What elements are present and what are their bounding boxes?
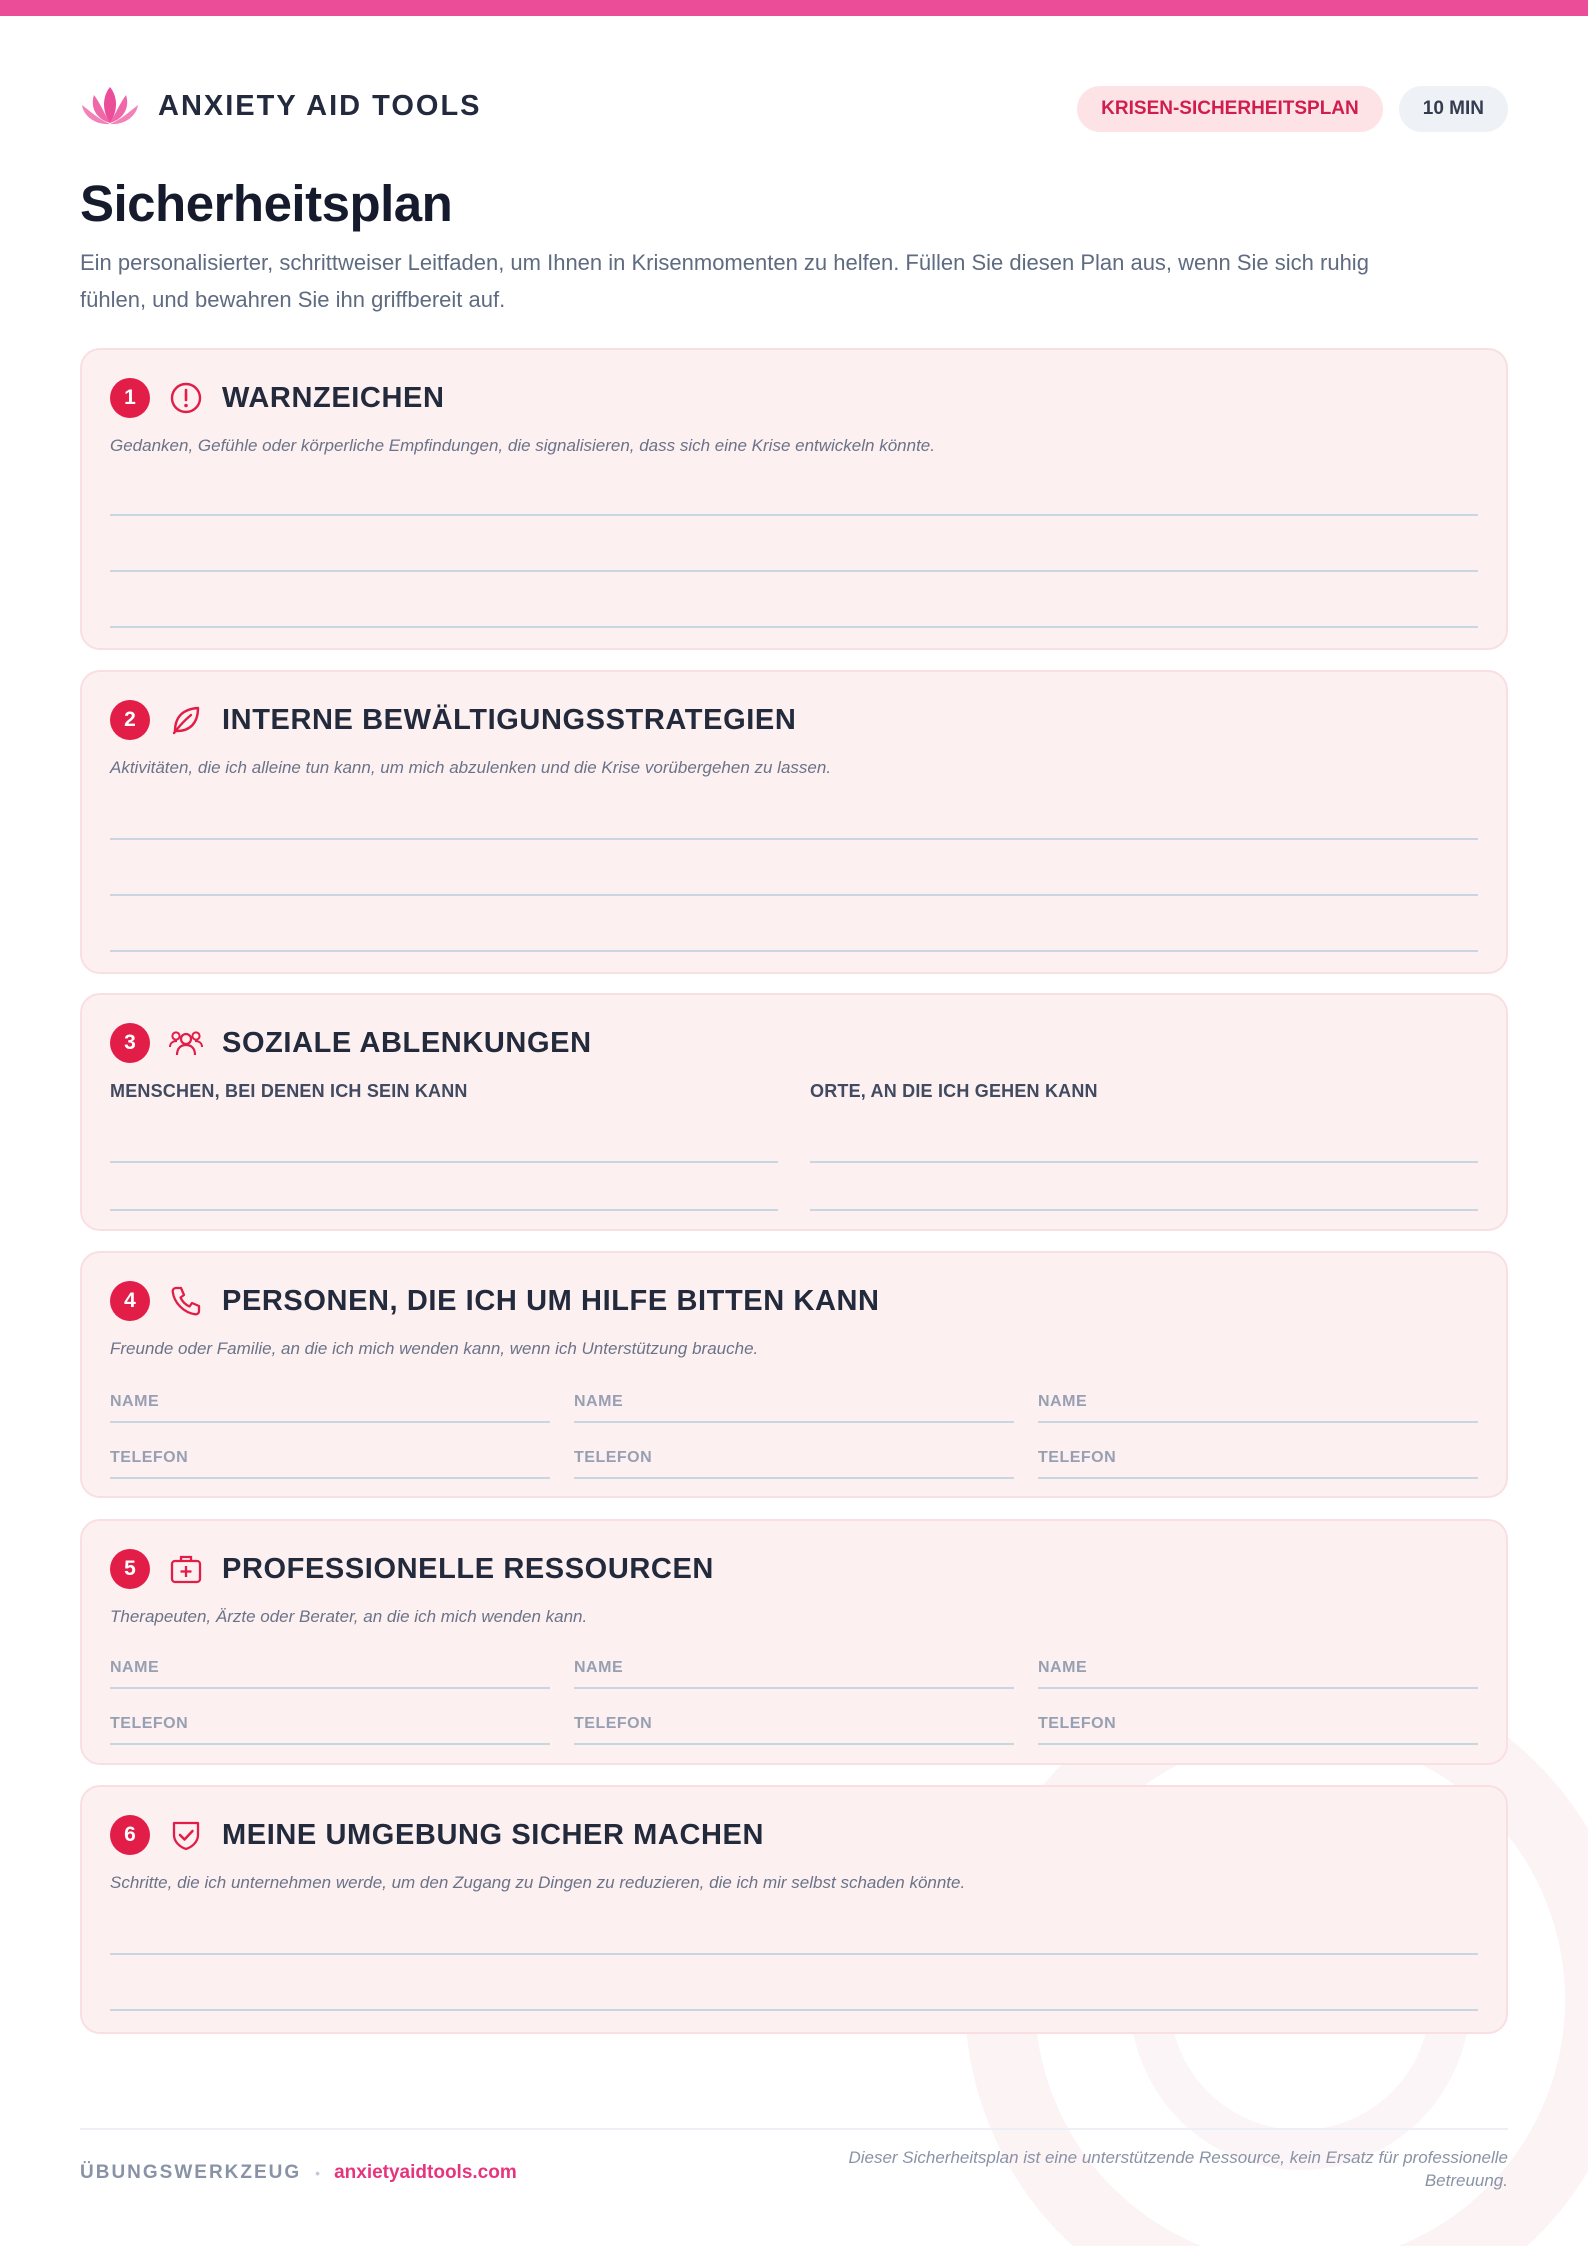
section-number: 4 [110, 1281, 150, 1321]
shield-check-icon [168, 1817, 204, 1853]
contact-name-field[interactable]: NAME [574, 1389, 1014, 1423]
people-writing-line[interactable] [110, 1161, 778, 1163]
brand [80, 82, 482, 130]
lotus-icon [80, 83, 140, 129]
intro-text: Ein personalisierter, schrittweiser Leitfaden, um Ihnen in Krisenmomenten zu helfen. Füllen Sie diesen Plan aus, wenn Sie sich ruhig fühlen, und bewahren Sie ihn griffbereit auf. [80, 250, 1369, 312]
resource-name-field[interactable]: NAME [1038, 1655, 1478, 1689]
people-column-label: MENSCHEN, BEI DENEN ICH SEIN KANN [110, 1081, 468, 1101]
writing-line[interactable] [110, 950, 1478, 952]
section-header [110, 700, 796, 740]
people-writing-line[interactable] [110, 1209, 778, 1211]
page-title: Sicherheitsplan [80, 175, 453, 232]
contact-name-field[interactable]: NAME [1038, 1389, 1478, 1423]
phone-icon [168, 1283, 204, 1319]
writing-line[interactable] [110, 894, 1478, 896]
top-accent-bar [0, 0, 1588, 16]
writing-line[interactable] [110, 626, 1478, 628]
section-title: SOZIALE ABLENKUNGEN [222, 1026, 592, 1059]
resource-name-field[interactable]: NAME [110, 1655, 550, 1689]
contact-phone-field[interactable]: TELEFON [110, 1445, 550, 1479]
section-title: MEINE UMGEBUNG SICHER MACHEN [222, 1818, 765, 1851]
section-social-distractions [80, 993, 1508, 1231]
places-column-label: ORTE, AN DIE ICH GEHEN KANN [810, 1081, 1098, 1101]
section-safe-environment [80, 1785, 1508, 2034]
section-description: Freunde oder Familie, an die ich mich wenden kann, wenn ich Unterstützung brauche. [110, 1339, 759, 1358]
footer-site-link[interactable]: anxietyaidtools.com [334, 2162, 517, 2183]
writing-line[interactable] [110, 1953, 1478, 1955]
section-header [110, 378, 445, 418]
medical-kit-icon [168, 1551, 204, 1587]
section-help-contacts [80, 1251, 1508, 1498]
section-title: PERSONEN, DIE ICH UM HILFE BITTEN KANN [222, 1284, 880, 1317]
alert-circle-icon [168, 380, 204, 416]
places-writing-line[interactable] [810, 1209, 1478, 1211]
places-writing-line[interactable] [810, 1161, 1478, 1163]
section-title: PROFESSIONELLE RESSOURCEN [222, 1552, 714, 1585]
contact-name-field[interactable]: NAME [110, 1389, 550, 1423]
section-header [110, 1023, 592, 1063]
section-description: Schritte, die ich unternehmen werde, um den Zugang zu Dingen zu reduzieren, die ich mir selbst schaden könnte. [110, 1873, 966, 1892]
section-description: Aktivitäten, die ich alleine tun kann, um mich abzulenken und die Krise vorübergehen zu lassen. [110, 758, 832, 777]
section-number: 6 [110, 1815, 150, 1855]
duration-badge: 10 MIN [1399, 86, 1508, 132]
resource-name-field[interactable]: NAME [574, 1655, 1014, 1689]
badge-group [1077, 86, 1508, 132]
section-warning-signs [80, 348, 1508, 650]
footer-divider [80, 2128, 1508, 2130]
leaf-icon [168, 702, 204, 738]
brand-name: ANXIETY AID TOOLS [158, 89, 482, 122]
section-header [110, 1549, 714, 1589]
resource-phone-field[interactable]: TELEFON [1038, 1711, 1478, 1745]
writing-line[interactable] [110, 570, 1478, 572]
footer-separator: • [315, 2165, 321, 2181]
section-professional-resources [80, 1519, 1508, 1765]
section-title: INTERNE BEWÄLTIGUNGSSTRATEGIEN [222, 703, 797, 736]
section-number: 5 [110, 1549, 150, 1589]
writing-line[interactable] [110, 838, 1478, 840]
resource-phone-field[interactable]: TELEFON [110, 1711, 550, 1745]
writing-line[interactable] [110, 2009, 1478, 2011]
contact-phone-field[interactable]: TELEFON [1038, 1445, 1478, 1479]
footer-meta [80, 2162, 517, 2184]
resource-phone-field[interactable]: TELEFON [574, 1711, 1014, 1745]
section-description: Gedanken, Gefühle oder körperliche Empfindungen, die signalisieren, dass sich eine Krise entwickeln könnte. [110, 436, 935, 455]
section-header [110, 1281, 880, 1321]
section-description: Therapeuten, Ärzte oder Berater, an die ich mich wenden kann. [110, 1607, 588, 1626]
section-title: WARNZEICHEN [222, 381, 445, 414]
section-number: 1 [110, 378, 150, 418]
footer-kind: ÜBUNGSWERKZEUG [80, 2162, 302, 2183]
footer-disclaimer: Dieser Sicherheitsplan ist eine unterstützende Ressource, kein Ersatz für professionelle Betreuung. [848, 2148, 1508, 2190]
section-coping-strategies [80, 670, 1508, 974]
section-number: 2 [110, 700, 150, 740]
section-number: 3 [110, 1023, 150, 1063]
writing-line[interactable] [110, 514, 1478, 516]
section-header [110, 1815, 764, 1855]
people-icon [168, 1025, 204, 1061]
category-badge: KRISEN-SICHERHEITSPLAN [1077, 86, 1383, 132]
contact-phone-field[interactable]: TELEFON [574, 1445, 1014, 1479]
